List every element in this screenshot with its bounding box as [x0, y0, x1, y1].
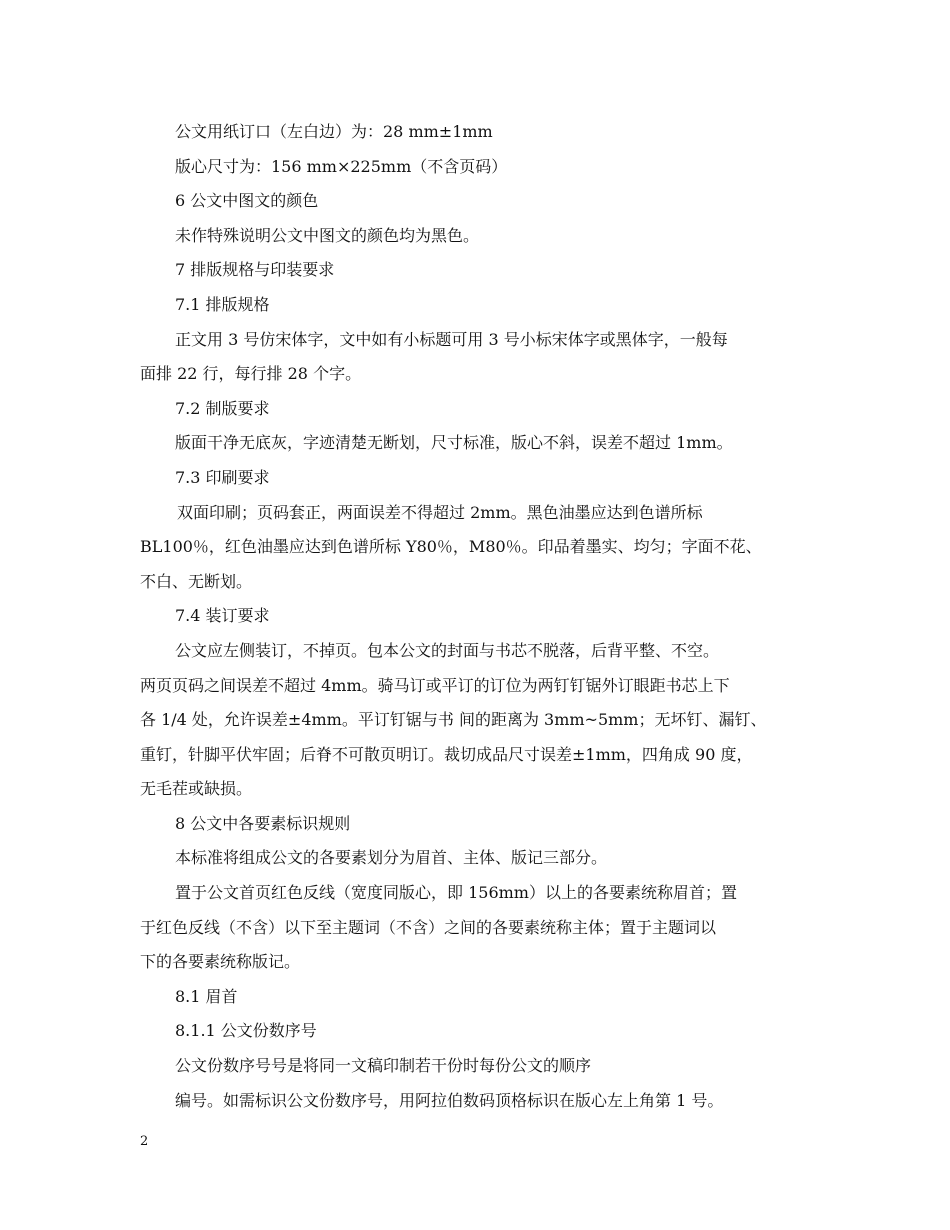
- section-heading: 7 排版规格与印装要求: [175, 260, 335, 280]
- paragraph-line: 面排 22 行，每行排 28 个字。: [140, 364, 362, 384]
- paragraph-line: 置于公文首页红色反线（宽度同版心，即 156mm）以上的各要素统称眉首；置: [175, 883, 737, 903]
- paragraph-line: 公文份数序号号是将同一文稿印制若干份时每份公文的顺序: [175, 1056, 592, 1076]
- paragraph-line: 下的各要素统称版记。: [140, 952, 301, 972]
- paragraph-line: 正文用 3 号仿宋体字，文中如有小标题可用 3 号小标宋体字或黑体字，一般每: [175, 329, 728, 349]
- paragraph-line: 于红色反线（不含）以下至主题词（不含）之间的各要素统称主体；置于主题词以: [140, 917, 717, 937]
- subsection-heading: 7.1 排版规格: [175, 294, 270, 314]
- paragraph-line: 两页页码之间误差不超过 4mm。骑马订或平订的订位为两钉钉锯外订眼距书芯上下: [140, 675, 730, 695]
- paragraph-line: 版面干净无底灰，字迹清楚无断划，尺寸标准，版心不斜，误差不超过 1mm。: [175, 433, 733, 453]
- page-number: 2: [140, 1134, 149, 1149]
- subsection-heading: 8.1 眉首: [175, 986, 238, 1006]
- paragraph-line: 重钉，针脚平伏牢固；后脊不可散页明订。裁切成品尺寸误差±1mm，四角成 90 度，: [140, 744, 753, 764]
- paragraph-line: 公文用纸订口（左白边）为：28 mm±1mm: [175, 122, 493, 141]
- paragraph-line: 编号。如需标识公文份数序号，用阿拉伯数码顶格标识在版心左上角第 1 号。: [175, 1090, 724, 1110]
- paragraph-line: 本标准将组成公文的各要素划分为眉首、主体、版记三部分。: [175, 848, 608, 868]
- paragraph-line: 各 1/4 处，允许误差±4mm。平订钉锯与书 间的距离为 3mm~5mm；无坏钉、漏钉、: [140, 710, 767, 730]
- subsection-heading: 7.3 印刷要求: [175, 467, 270, 487]
- paragraph-line: BL100％，红色油墨应达到色谱所标 Y80％，M80％。印品着墨实、均匀；字面不花、: [140, 537, 762, 557]
- paragraph-line: 版心尺寸为：156 mm×225mm（不含页码）: [175, 156, 508, 176]
- paragraph-line: 无毛茬或缺损。: [140, 779, 253, 799]
- subsection-heading: 7.4 装订要求: [175, 606, 270, 626]
- section-heading: 8 公文中各要素标识规则: [175, 813, 351, 833]
- paragraph-line: 双面印刷；页码套正，两面误差不得超过 2mm。黑色油墨应达到色谱所标: [177, 502, 703, 522]
- document-body: [140, 115, 820, 1118]
- subsection-heading: 8.1.1 公文份数序号: [175, 1021, 317, 1041]
- section-heading: 6 公文中图文的颜色: [175, 191, 319, 211]
- paragraph-line: 公文应左侧装订，不掉页。包本公文的封面与书芯不脱落，后背平整、不空。: [175, 640, 720, 660]
- paragraph-line: 未作特殊说明公文中图文的颜色均为黑色。: [175, 225, 480, 245]
- subsection-heading: 7.2 制版要求: [175, 398, 270, 418]
- paragraph-line: 不白、无断划。: [140, 571, 253, 591]
